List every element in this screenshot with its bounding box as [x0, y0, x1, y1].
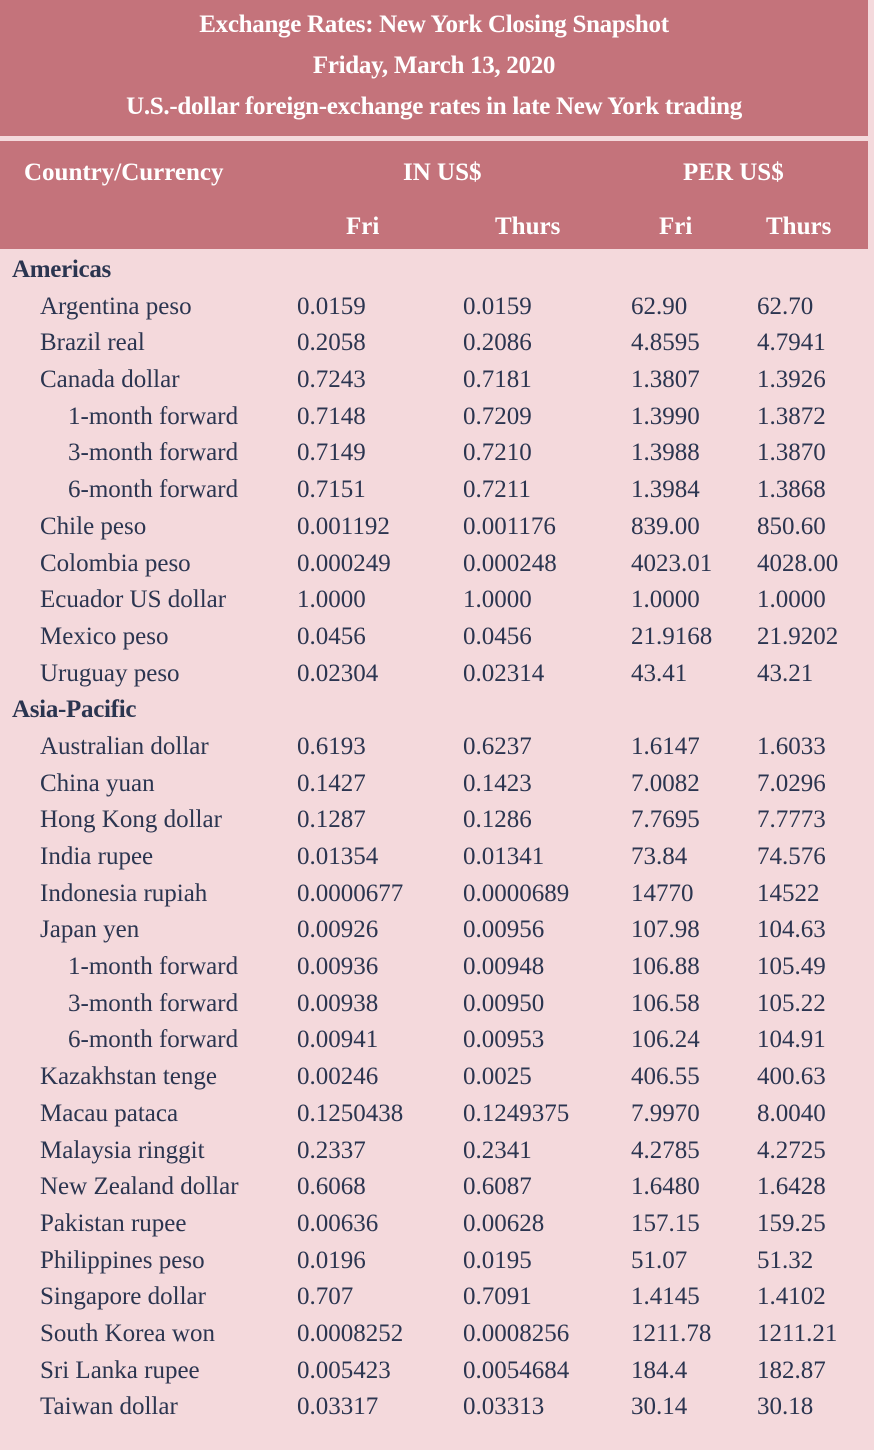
in-us-fri-value: 0.1287	[297, 806, 366, 834]
region-label: Americas	[12, 256, 111, 283]
per-us-fri-value: 7.7695	[631, 806, 700, 834]
per-us-fri-value: 30.14	[631, 1393, 688, 1421]
currency-label: South Korea won	[40, 1319, 215, 1347]
in-us-fri-value: 0.00936	[297, 953, 379, 981]
per-us-thurs-value: 8.0040	[757, 1099, 826, 1127]
header-in-us: IN US$	[403, 159, 482, 186]
table-row	[0, 1389, 874, 1426]
in-us-fri-value: 0.00938	[297, 989, 379, 1017]
per-us-fri-value: 1211.78	[631, 1319, 712, 1347]
in-us-fri-value: 0.0456	[297, 622, 366, 650]
currency-label: Chile peso	[40, 512, 147, 540]
table-row	[0, 1022, 874, 1059]
in-us-fri-value: 0.00636	[297, 1209, 379, 1237]
per-us-thurs-value: 7.7773	[757, 806, 826, 834]
in-us-fri-value: 0.2058	[297, 329, 366, 357]
table-row	[0, 766, 874, 803]
per-us-fri-value: 1.3990	[631, 402, 700, 430]
currency-label: Uruguay peso	[40, 659, 180, 687]
in-us-thurs-value: 0.0054684	[463, 1356, 570, 1384]
currency-label: 6-month forward	[68, 476, 239, 504]
per-us-fri-value: 21.9168	[631, 622, 713, 650]
currency-label: Canada dollar	[40, 366, 180, 394]
table-row	[0, 839, 874, 876]
table-row	[0, 435, 874, 472]
currency-label: Japan yen	[40, 916, 140, 944]
in-us-fri-value: 0.0196	[297, 1246, 366, 1274]
in-us-thurs-value: 0.1286	[463, 806, 532, 834]
in-us-fri-value: 0.1250438	[297, 1099, 404, 1127]
currency-label: Ecuador US dollar	[40, 586, 227, 614]
in-us-thurs-value: 0.00950	[463, 989, 545, 1017]
currency-label: 3-month forward	[68, 439, 239, 467]
in-us-thurs-value: 0.7209	[463, 402, 532, 430]
in-us-thurs-value: 0.6237	[463, 732, 532, 760]
region-heading	[0, 252, 874, 289]
table-row	[0, 912, 874, 949]
in-us-fri-value: 0.6193	[297, 732, 366, 760]
currency-label: Pakistan rupee	[40, 1209, 187, 1237]
per-us-thurs-value: 4.7941	[757, 329, 826, 357]
in-us-thurs-value: 0.7210	[463, 439, 532, 467]
per-us-thurs-value: 14522	[757, 879, 820, 907]
in-us-fri-value: 0.7243	[297, 366, 366, 394]
in-us-thurs-value: 0.00628	[463, 1209, 545, 1237]
currency-label: Brazil real	[40, 329, 145, 357]
table-row	[0, 1243, 874, 1280]
in-us-fri-value: 0.00941	[297, 1026, 379, 1054]
in-us-fri-value: 1.0000	[297, 586, 366, 614]
header-country: Country/Currency	[24, 159, 224, 186]
in-us-thurs-value: 0.001176	[463, 512, 556, 540]
in-us-fri-value: 0.02304	[297, 659, 379, 687]
per-us-fri-value: 43.41	[631, 659, 688, 687]
per-us-thurs-value: 1.4102	[757, 1283, 826, 1311]
in-us-fri-value: 0.0159	[297, 292, 366, 320]
table-row	[0, 546, 874, 583]
region-label: Asia-Pacific	[12, 696, 137, 724]
in-us-thurs-value: 0.0456	[463, 622, 532, 650]
per-us-fri-value: 839.00	[631, 512, 700, 540]
in-us-fri-value: 0.7149	[297, 439, 366, 467]
per-us-fri-value: 14770	[631, 879, 694, 907]
table-row	[0, 509, 874, 546]
table-row	[0, 986, 874, 1023]
currency-label: India rupee	[40, 843, 154, 870]
in-us-thurs-value: 0.6087	[463, 1173, 532, 1201]
table-row	[0, 1206, 874, 1243]
header-per-us: PER US$	[683, 159, 784, 186]
in-us-thurs-value: 0.0159	[463, 292, 532, 320]
table-row	[0, 289, 874, 326]
per-us-thurs-value: 182.87	[757, 1356, 826, 1384]
table-row	[0, 1353, 874, 1390]
table-row	[0, 949, 874, 986]
in-us-fri-value: 0.00926	[297, 916, 379, 944]
per-us-fri-value: 7.0082	[631, 769, 700, 797]
in-us-fri-value: 0.00246	[297, 1063, 379, 1091]
currency-label: Indonesia rupiah	[40, 879, 208, 907]
header-in-thurs: Thurs	[495, 213, 561, 240]
per-us-fri-value: 1.3807	[631, 366, 700, 394]
title-banner	[0, 0, 868, 136]
per-us-fri-value: 4.2785	[631, 1136, 700, 1164]
currency-label: 1-month forward	[68, 402, 239, 430]
currency-label: Argentina peso	[40, 292, 192, 320]
in-us-fri-value: 0.7148	[297, 402, 366, 430]
per-us-thurs-value: 1.0000	[757, 586, 826, 614]
table-row	[0, 582, 874, 619]
table-row	[0, 1059, 874, 1096]
per-us-fri-value: 1.3988	[631, 439, 700, 467]
table-row	[0, 325, 874, 362]
in-us-thurs-value: 0.7091	[463, 1283, 532, 1311]
per-us-fri-value: 4.8595	[631, 329, 700, 357]
header-in-fri: Fri	[346, 213, 380, 240]
per-us-thurs-value: 1.3872	[757, 402, 826, 430]
per-us-thurs-value: 4.2725	[757, 1136, 826, 1164]
currency-label: Kazakhstan tenge	[40, 1063, 218, 1091]
in-us-thurs-value: 1.0000	[463, 586, 532, 614]
table-row	[0, 656, 874, 693]
in-us-fri-value: 0.1427	[297, 769, 366, 797]
in-us-thurs-value: 0.00948	[463, 953, 545, 981]
table-row	[0, 1316, 874, 1353]
table-row	[0, 729, 874, 766]
per-us-fri-value: 184.4	[631, 1356, 688, 1384]
in-us-fri-value: 0.7151	[297, 476, 366, 504]
in-us-thurs-value: 0.0008256	[463, 1319, 570, 1347]
table-row	[0, 362, 874, 399]
per-us-thurs-value: 1.3868	[757, 476, 826, 504]
per-us-thurs-value: 1.6033	[757, 732, 826, 760]
per-us-thurs-value: 105.22	[757, 989, 826, 1017]
table-row	[0, 472, 874, 509]
per-us-fri-value: 73.84	[631, 843, 688, 870]
per-us-fri-value: 1.6147	[631, 732, 700, 760]
in-us-thurs-value: 0.0000689	[463, 879, 570, 907]
table-date: Friday, March 13, 2020	[312, 52, 556, 79]
per-us-thurs-value: 104.63	[757, 916, 826, 944]
per-us-thurs-value: 30.18	[757, 1393, 814, 1421]
table-row	[0, 802, 874, 839]
in-us-fri-value: 0.01354	[297, 843, 379, 870]
in-us-thurs-value: 0.7211	[463, 476, 531, 504]
currency-label: Philippines peso	[40, 1246, 205, 1274]
in-us-thurs-value: 0.00956	[463, 916, 545, 944]
per-us-thurs-value: 4028.00	[757, 549, 839, 577]
header-per-fri: Fri	[659, 213, 693, 240]
table-title: Exchange Rates: New York Closing Snapshot	[199, 11, 669, 38]
in-us-fri-value: 0.001192	[297, 512, 390, 540]
per-us-fri-value: 106.24	[631, 1026, 700, 1054]
in-us-thurs-value: 0.00953	[463, 1026, 545, 1054]
currency-label: Sri Lanka rupee	[40, 1356, 200, 1384]
per-us-thurs-value: 7.0296	[757, 769, 826, 797]
column-header	[0, 141, 868, 249]
per-us-thurs-value: 104.91	[757, 1026, 826, 1054]
per-us-fri-value: 7.9970	[631, 1099, 700, 1127]
per-us-fri-value: 62.90	[631, 292, 688, 320]
table-row	[0, 1169, 874, 1206]
rates-table-body	[0, 252, 874, 1426]
per-us-fri-value: 106.88	[631, 953, 700, 981]
in-us-fri-value: 0.0000677	[297, 879, 404, 907]
per-us-thurs-value: 105.49	[757, 953, 826, 981]
currency-label: 6-month forward	[68, 1026, 239, 1054]
in-us-fri-value: 0.000249	[297, 549, 391, 577]
in-us-thurs-value: 0.0195	[463, 1246, 532, 1274]
in-us-thurs-value: 0.2341	[463, 1136, 532, 1164]
per-us-thurs-value: 43.21	[757, 659, 814, 687]
per-us-fri-value: 1.0000	[631, 586, 700, 614]
per-us-fri-value: 4023.01	[631, 549, 713, 577]
currency-label: 1-month forward	[68, 953, 239, 981]
in-us-thurs-value: 0.02314	[463, 659, 545, 687]
per-us-thurs-value: 1.3926	[757, 366, 826, 394]
in-us-thurs-value: 0.03313	[463, 1393, 545, 1421]
per-us-fri-value: 406.55	[631, 1063, 700, 1091]
per-us-thurs-value: 21.9202	[757, 622, 839, 650]
per-us-thurs-value: 1.3870	[757, 439, 826, 467]
per-us-thurs-value: 51.32	[757, 1246, 814, 1274]
in-us-thurs-value: 0.01341	[463, 843, 545, 870]
currency-label: Malaysia ringgit	[40, 1136, 205, 1164]
in-us-fri-value: 0.0008252	[297, 1319, 404, 1347]
currency-label: New Zealand dollar	[40, 1173, 239, 1201]
in-us-fri-value: 0.707	[297, 1283, 354, 1311]
region-heading	[0, 692, 874, 729]
currency-label: Taiwan dollar	[40, 1393, 178, 1421]
per-us-fri-value: 157.15	[631, 1209, 700, 1237]
per-us-fri-value: 107.98	[631, 916, 700, 944]
table-row	[0, 1279, 874, 1316]
table-row	[0, 1096, 874, 1133]
currency-label: 3-month forward	[68, 989, 239, 1017]
table-row	[0, 1133, 874, 1170]
table-row	[0, 876, 874, 913]
currency-label: Colombia peso	[40, 549, 191, 577]
in-us-thurs-value: 0.7181	[463, 366, 532, 394]
header-per-thurs: Thurs	[766, 213, 832, 240]
in-us-thurs-value: 0.1423	[463, 769, 532, 797]
currency-label: Singapore dollar	[40, 1283, 206, 1311]
in-us-fri-value: 0.005423	[297, 1356, 391, 1384]
per-us-fri-value: 106.58	[631, 989, 700, 1017]
table-row	[0, 619, 874, 656]
per-us-thurs-value: 400.63	[757, 1063, 826, 1091]
table-subtitle: U.S.-dollar foreign-exchange rates in late New York trading	[126, 93, 742, 120]
currency-label: Macau pataca	[40, 1099, 179, 1127]
per-us-thurs-value: 1.6428	[757, 1173, 826, 1201]
currency-label: Australian dollar	[40, 732, 209, 760]
table-row	[0, 399, 874, 436]
per-us-thurs-value: 159.25	[757, 1209, 826, 1237]
per-us-thurs-value: 62.70	[757, 292, 814, 320]
currency-label: China yuan	[40, 769, 155, 797]
per-us-thurs-value: 74.576	[757, 843, 826, 870]
currency-label: Mexico peso	[40, 622, 169, 650]
in-us-thurs-value: 0.1249375	[463, 1099, 570, 1127]
per-us-fri-value: 1.3984	[631, 476, 700, 504]
in-us-fri-value: 0.2337	[297, 1136, 366, 1164]
in-us-fri-value: 0.6068	[297, 1173, 366, 1201]
per-us-fri-value: 1.6480	[631, 1173, 700, 1201]
in-us-fri-value: 0.03317	[297, 1393, 379, 1421]
per-us-fri-value: 51.07	[631, 1246, 688, 1274]
per-us-fri-value: 1.4145	[631, 1283, 700, 1311]
currency-label: Hong Kong dollar	[40, 806, 222, 834]
in-us-thurs-value: 0.0025	[463, 1063, 532, 1091]
in-us-thurs-value: 0.000248	[463, 549, 557, 577]
per-us-thurs-value: 1211.21	[757, 1319, 838, 1347]
in-us-thurs-value: 0.2086	[463, 329, 532, 357]
per-us-thurs-value: 850.60	[757, 512, 826, 540]
